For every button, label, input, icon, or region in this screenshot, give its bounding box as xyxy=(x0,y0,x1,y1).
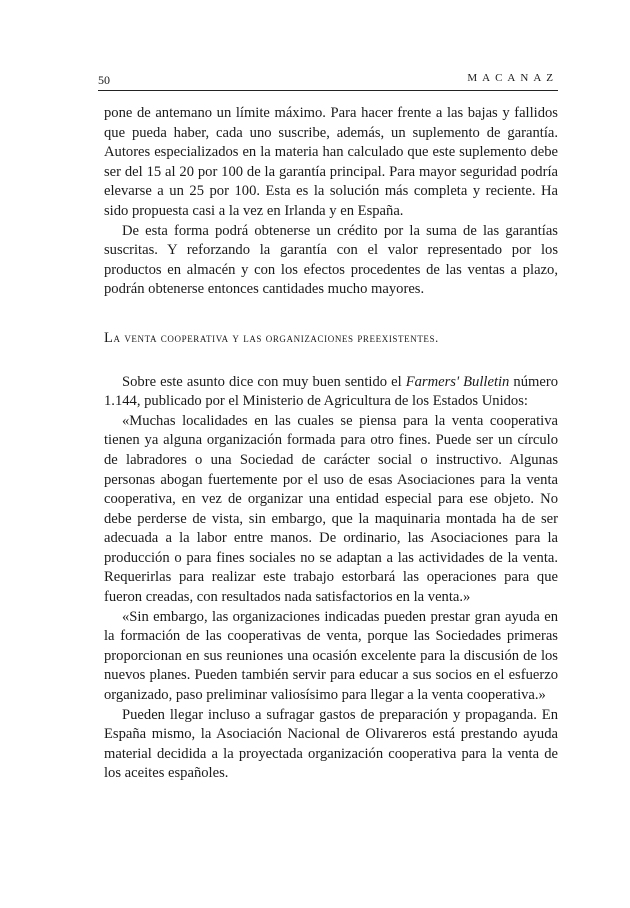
section-heading-text: a venta cooperativa y las organizaciones preexistentes. xyxy=(113,330,439,345)
running-title: MACANAZ xyxy=(467,72,558,84)
paragraph-3-start: Sobre este asunto dice con muy buen sentido el xyxy=(122,373,406,390)
paragraph-2: De esta forma podrá obtenerse un crédito por la suma de las garantías suscritas. Y reforzando la garantía con el valor representado por los productos en almacén y con los efectos procedentes de las ventas a plazo, podrán obtenerse entonces cantidades mucho mayores. xyxy=(104,222,558,298)
section-heading xyxy=(104,329,558,349)
page-header xyxy=(98,70,558,91)
publication-title: Farmers' Bulletin xyxy=(405,373,510,390)
page-number: 50 xyxy=(98,73,110,87)
paragraph-3-end: número 1.144, publicado por el Ministerio de Agricultura de los Estados Unidos: xyxy=(104,373,558,410)
quote-paragraph-1: «Muchas localidades en las cuales se piensa para la venta cooperativa tienen ya alguna organización formada para otro fines. Puede ser un círculo de labradores o una Sociedad de carácter social o instructivo. Algunas personas abogan fuertemente por el uso de esas Asociaciones para la venta cooperativa, en vez de organizar una entidad especial para ese objeto. No debe perderse de vista, sin embargo, que la maquinaria montada ha de ser adecuada a la labor entre manos. De ordinario, las Asociaciones para la producción o para fines sociales no se adaptan a las actividades de la venta. Requerirlas para realizar este trabajo estorbará las operaciones para que fueron creadas, con resultados nada satisfactorios en la venta.» xyxy=(104,412,558,606)
body-text xyxy=(104,104,558,784)
paragraph-6: Pueden llegar incluso a sufragar gastos de preparación y propaganda. En España mismo, la Asociación Nacional de Olivareros está prestando ayuda material decidida a la proyectada organización cooperativa para la venta de los aceites españoles. xyxy=(104,706,558,782)
paragraph-3 xyxy=(104,373,558,412)
section-heading-initial: L xyxy=(104,329,114,346)
paragraph-1: pone de antemano un límite máximo. Para hacer frente a las bajas y fallidos que pueda haber, cada uno suscribe, además, un suplemento de garantía. Autores especializados en la materia han calculado que este suplemento debe ser del 15 al 20 por 100 de la garantía principal. Para mayor seguridad podría elevarse a un 25 por 100. Esta es la solución más completa y reciente. Ha sido propuesta casi a la vez en Irlanda y en España. xyxy=(104,105,558,219)
quote-paragraph-2: «Sin embargo, las organizaciones indicadas pueden prestar gran ayuda en la formación de las cooperativas de venta, porque las Sociedades primeras proporcionan en sus reuniones una ocasión excelente para la discusión de los nuevos planes. Pueden también servir para educar a sus socios en el esfuerzo organizado, paso preliminar valiosísimo para llegar a la venta cooperativa.» xyxy=(104,608,558,704)
